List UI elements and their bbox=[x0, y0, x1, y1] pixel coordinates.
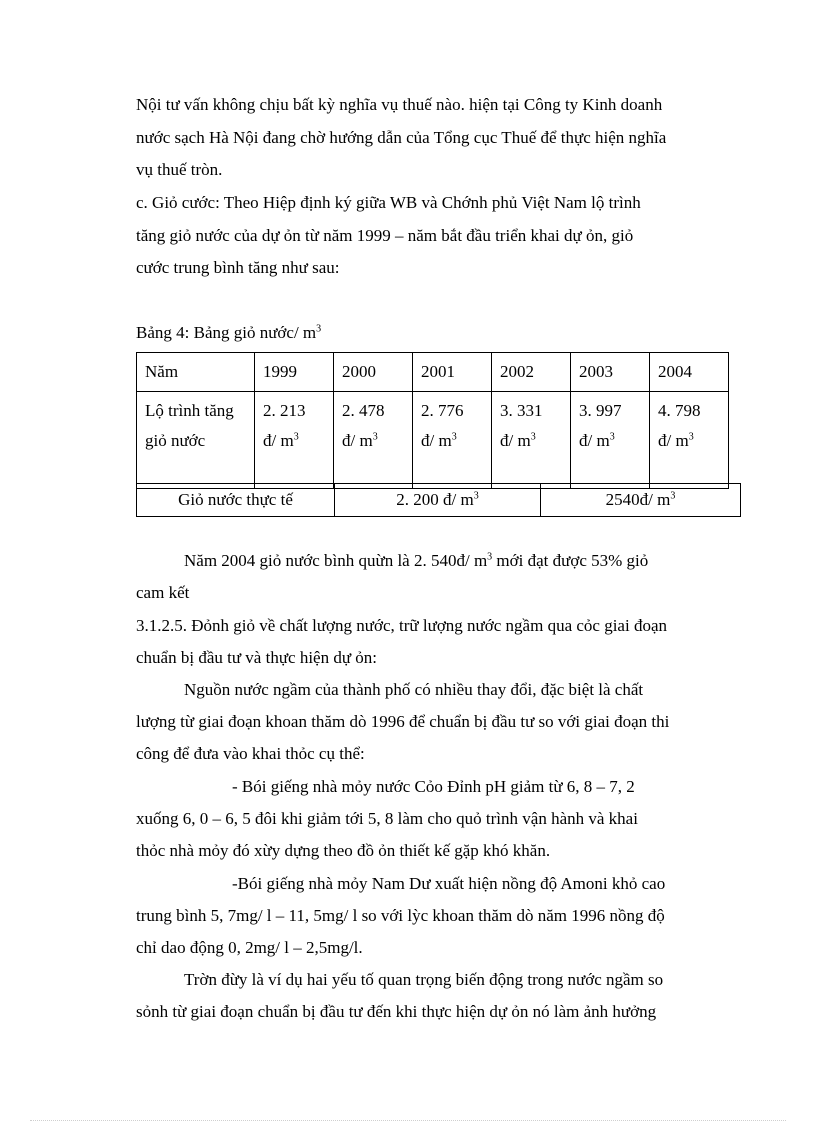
row-label-price: Lộ trình tăng giỏ nước bbox=[145, 401, 234, 450]
text-line: Năm 2004 giỏ nước bình quừn là 2. 540đ/ $m^3$ mới đạt được 53% giỏ bbox=[184, 551, 649, 570]
text-line: Nguồn nước ngầm của thành phố có nhiều thay đổi, đặc biệt là chất bbox=[184, 680, 644, 699]
price-cell: 2. 776 đ/ $m^3$ bbox=[421, 401, 464, 450]
text-line: Nội tư vấn không chịu bất kỳ nghĩa vụ thuế nào. hiện tại Công ty Kinh doanh bbox=[136, 95, 663, 114]
table-caption bbox=[136, 323, 321, 343]
text-line: - Bói giếng nhà mỏy nước Cỏo Đỉnh pH giảm từ 6, 8 – 7, 2 bbox=[232, 777, 635, 796]
year-cell: 2004 bbox=[658, 362, 692, 381]
text-line: -Bói giếng nhà mỏy Nam Dư xuất hiện nồng độ Amoni khỏ cao bbox=[232, 874, 666, 893]
price-table bbox=[136, 352, 729, 489]
actual-price-label: Giỏ nước thực tế bbox=[178, 490, 293, 509]
year-cell: 2000 bbox=[342, 362, 376, 381]
text-line: công để đưa vào khai thỏc cụ thể: bbox=[136, 744, 365, 763]
price-cell: 4. 798 đ/ $m^3$ bbox=[658, 401, 701, 450]
price-cell: 3. 331 đ/ $m^3$ bbox=[500, 401, 543, 450]
section-heading: 3.1.2.5. Đỏnh giỏ về chất lượng nước, trữ lượng nước ngầm qua cỏc giai đoạn bbox=[136, 616, 668, 635]
table-row bbox=[137, 353, 729, 392]
year-cell: 2002 bbox=[500, 362, 534, 381]
actual-price-2000: 2. 200 đ/ m bbox=[396, 490, 474, 509]
actual-price-table bbox=[136, 483, 741, 517]
text-line: lượng từ giai đoạn khoan thăm dò 1996 để chuẩn bị đầu tư so với giai đoạn thi bbox=[136, 712, 670, 731]
table-row: Giỏ nước thực tế 2. 200 đ/ $m^3$ 2540đ/ $m^3$ bbox=[137, 484, 741, 517]
text-line: xuống 6, 0 – 6, 5 đôi khi giảm tới 5, 8 làm cho quỏ trình vận hành và khai bbox=[136, 809, 638, 828]
page-divider bbox=[30, 1120, 786, 1121]
year-cell: 2001 bbox=[421, 362, 455, 381]
year-cell: 1999 bbox=[263, 362, 297, 381]
price-cell: 3. 997 đ/ $m^3$ bbox=[579, 401, 622, 450]
text-line: vụ thuế tròn. bbox=[136, 160, 223, 179]
table-row bbox=[137, 392, 729, 489]
text-line: Trờn đừy là ví dụ hai yếu tố quan trọng biến động trong nước ngầm so bbox=[184, 970, 664, 989]
text-line: trung bình 5, 7mg/ l – 11, 5mg/ l so với lỳc khoan thăm dò năm 1996 nồng độ bbox=[136, 906, 665, 925]
text-line: tăng giỏ nước của dự ỏn từ năm 1999 – năm bắt đầu triển khai dự ỏn, giỏ bbox=[136, 226, 634, 245]
text-line: sỏnh từ giai đoạn chuẩn bị đầu tư đến khi thực hiện dự ỏn nó làm ảnh hưởng bbox=[136, 1002, 657, 1021]
caption-sup: 3 bbox=[316, 323, 322, 335]
text-line: cam kết bbox=[136, 583, 190, 602]
caption-text: Bảng 4: Bảng giỏ nước/ m bbox=[136, 323, 317, 342]
price-cell: 2. 213 đ/ $m^3$ bbox=[263, 401, 306, 450]
price-cell: 2. 478 đ/ $m^3$ bbox=[342, 401, 385, 450]
text-line: thỏc nhà mỏy đó xừy dựng theo đồ ỏn thiết kế gặp khó khăn. bbox=[136, 841, 551, 860]
section-heading: chuẩn bị đầu tư và thực hiện dự ỏn: bbox=[136, 648, 378, 667]
text-line: cước trung bình tăng như sau: bbox=[136, 258, 340, 277]
actual-price-2004: 2540đ/ m bbox=[605, 490, 671, 509]
year-cell: 2003 bbox=[579, 362, 613, 381]
text-line: chỉ dao động 0, 2mg/ l – 2,5mg/l. bbox=[136, 938, 363, 957]
text-line: c. Giỏ cước: Theo Hiệp định ký giữa WB và Chớnh phủ Việt Nam lộ trình bbox=[136, 193, 641, 212]
text-line: nước sạch Hà Nội đang chờ hướng dẫn của Tổng cục Thuế để thực hiện nghĩa bbox=[136, 128, 667, 147]
row-label-year: Năm bbox=[145, 362, 179, 381]
